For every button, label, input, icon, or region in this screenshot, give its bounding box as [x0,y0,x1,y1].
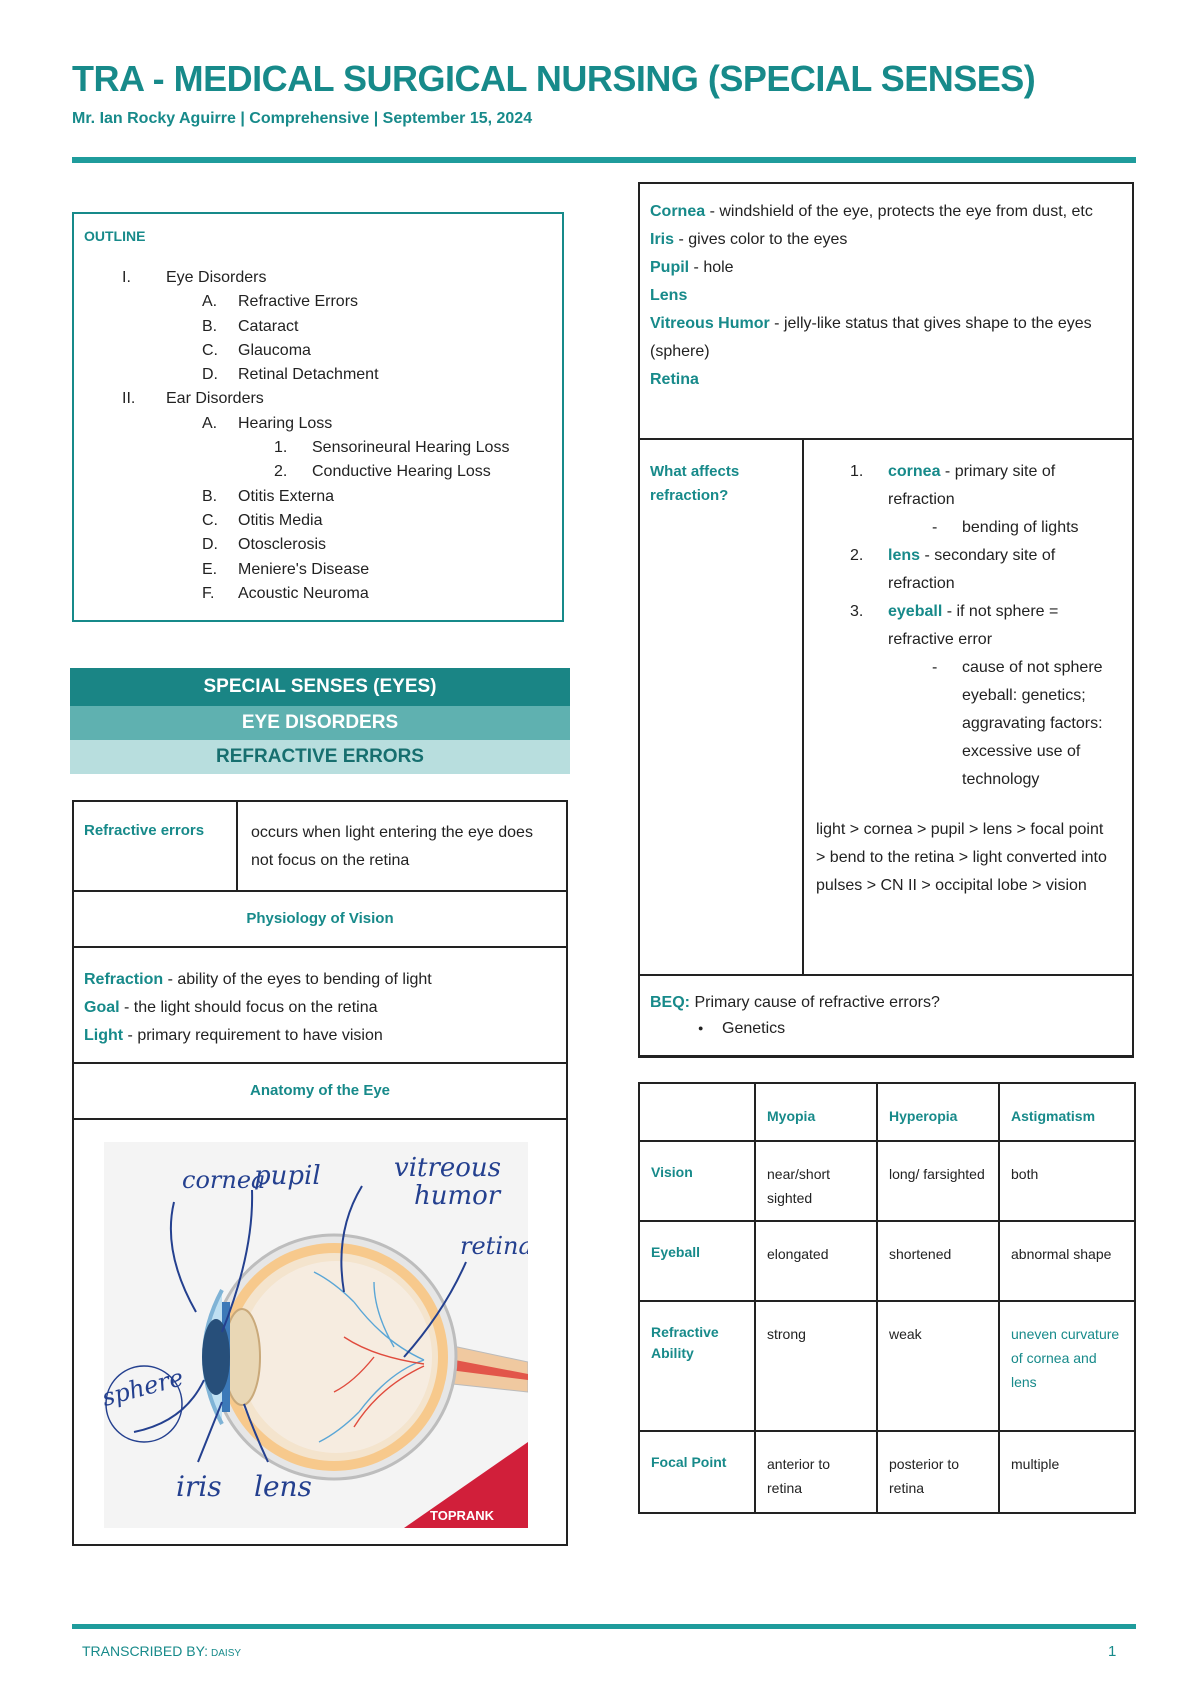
table-header-row [639,1083,1135,1141]
beq-box [640,976,1132,1058]
table-row [639,1431,1135,1513]
outline-marker: A. [202,414,218,432]
outline-marker: I. [122,269,131,286]
outline-text: Cataract [238,317,299,335]
table-cell: multiple [999,1431,1135,1513]
outline-marker: A. [202,293,218,311]
beq-question: BEQ: Primary cause of refractive errors? [650,994,940,1011]
table-cell: posterior to retina [877,1431,999,1513]
outline-list [84,266,552,606]
outline-text: Eye Disorders [166,269,267,286]
outline-text: Refractive Errors [238,293,359,311]
outline-marker: B. [202,317,218,335]
refractive-errors-comparison-table [638,1082,1136,1514]
column-divider [802,440,804,974]
outline-item [84,485,552,509]
physiology-item: Goal - the light should focus on the retina [84,999,378,1016]
table-cell: both [999,1141,1135,1221]
outline-item [84,290,552,314]
outline-text: Meniere's Disease [238,560,370,578]
outline-marker: F. [202,584,215,602]
outline-item [84,412,552,436]
row-label: Focal Point [639,1431,755,1513]
table-header-cell [639,1083,755,1141]
refraction-label: What affects refraction? [650,463,740,504]
outline-text: Hearing Loss [238,414,333,432]
topic-banner: REFRACTIVE ERRORS [70,740,570,774]
table-row [639,1301,1135,1431]
table-header-cell: Myopia [755,1083,877,1141]
vision-pathway-flow: light > cornea > pupil > lens > focal point > bend to the retina > light converted into pulses > CN II > occipital lobe > vision [816,821,1107,894]
anatomy-heading: Anatomy of the Eye [74,1064,566,1120]
outline-title: OUTLINE [84,228,146,244]
section-banner: SPECIAL SENSES (EYES) [70,668,570,706]
table-cell: shortened [877,1221,999,1301]
eye-part-item: Retina [650,371,699,388]
outline-marker: D. [202,366,218,384]
beq-answer: ● Genetics [650,1016,1122,1042]
outline-marker: D. [202,536,218,554]
diagram-label-iris: iris [176,1470,222,1503]
page-number: 1 [1108,1643,1117,1660]
table-cell: strong [755,1301,877,1431]
table-header-cell: Hyperopia [877,1083,999,1141]
outline-text: Glaucoma [238,341,311,359]
eye-parts-box [638,182,1134,1058]
outline-marker: C. [202,511,218,529]
eye-part-item: Iris - gives color to the eyes [650,231,848,248]
diagram-label-retina: retina [460,1232,528,1260]
table-cell: abnormal shape [999,1221,1135,1301]
physiology-heading: Physiology of Vision [74,892,566,948]
outline-marker: 2. [274,463,288,481]
footer-rule [72,1624,1136,1629]
outline-item [84,363,552,387]
outline-marker: B. [202,487,218,505]
refraction-subitem: - bending of lights [932,519,1079,536]
row-label: Refractive Ability [639,1301,755,1431]
outline-item [84,387,552,411]
page-subtitle: Mr. Ian Rocky Aguirre | Comprehensive | September 15, 2024 [72,110,533,127]
physiology-item: Refraction - ability of the eyes to bending of light [84,971,432,988]
table-cell: uneven curvature of cornea and lens [999,1301,1135,1431]
outline-marker: C. [202,341,218,359]
refraction-content [816,458,1116,900]
diagram-label-sphere: sphere [104,1363,187,1412]
refraction-item-lens: 2. lens - secondary site of refraction [850,547,1056,592]
footer-credit: TRANSCRIBED BY: DAISY [82,1643,242,1659]
outline-text: Ear Disorders [166,390,264,408]
outline-marker: E. [202,560,218,578]
diagram-label-pupil: pupil [254,1161,321,1191]
refraction-subitem: - cause of not sphere eyeball: genetics; aggravating factors: excessive use of technology [932,659,1103,788]
refraction-section [640,440,1132,976]
outline-text: Otitis Externa [238,487,335,505]
definition-label: Refractive errors [84,822,205,839]
eye-part-item: Cornea - windshield of the eye, protects the eye from dust, etc [650,203,1093,220]
table-row [639,1221,1135,1301]
outline-box [72,212,564,622]
refraction-item-cornea: 1. cornea - primary site of refraction [850,463,1056,508]
page-title: TRA - MEDICAL SURGICAL NURSING (SPECIAL SENSES) [72,58,1036,99]
outline-item [84,509,552,533]
outline-item [84,339,552,363]
diagram-label-humor: humor [414,1181,501,1211]
table-cell: near/short sighted [755,1141,877,1221]
definition-text: occurs when light entering the eye does not focus on the retina [251,824,533,869]
table-row [639,1141,1135,1221]
outline-item [84,558,552,582]
refraction-item-eyeball: 3. eyeball - if not sphere = refractive error [850,603,1059,648]
definition-row [74,802,566,892]
outline-item [84,533,552,557]
eye-anatomy-svg [104,1142,528,1528]
row-label: Eyeball [639,1221,755,1301]
eye-parts-list [640,184,1132,440]
outline-text: Otitis Media [238,511,323,529]
table-cell: anterior to retina [755,1431,877,1513]
outline-item [84,436,552,460]
physiology-definitions [74,948,566,1064]
row-label: Vision [639,1141,755,1221]
outline-marker: II. [122,390,136,408]
outline-text: Otosclerosis [238,536,327,554]
table-header-cell: Astigmatism [999,1083,1135,1141]
table-cell: long/ farsighted [877,1141,999,1221]
outline-item [84,315,552,339]
subsection-banner: EYE DISORDERS [70,706,570,740]
outline-item [84,460,552,484]
outline-item [84,582,552,606]
outline-marker: 1. [274,439,288,457]
column-divider [236,802,238,890]
brand-logo-text: TOPRANK [430,1508,495,1523]
outline-text: Retinal Detachment [238,366,379,384]
outline-text: Acoustic Neuroma [238,584,369,602]
eye-part-item: Pupil - hole [650,259,734,276]
physiology-item: Light - primary requirement to have vision [84,1027,383,1044]
header-rule [72,157,1136,163]
table-cell: elongated [755,1221,877,1301]
diagram-label-cornea: cornea [182,1166,266,1194]
outline-text: Conductive Hearing Loss [312,463,491,481]
eye-anatomy-diagram [104,1142,528,1528]
diagram-label-vitreous: vitreous [394,1153,502,1183]
eye-part-item: Vitreous Humor - jelly-like status that gives shape to the eyes (sphere) [650,315,1092,360]
eye-part-item: Lens [650,287,688,304]
refractive-errors-table [72,800,568,1546]
outline-item [84,266,552,290]
outline-text: Sensorineural Hearing Loss [312,439,510,457]
anatomy-diagram-cell [74,1120,566,1544]
diagram-label-lens: lens [254,1470,312,1503]
table-cell: weak [877,1301,999,1431]
